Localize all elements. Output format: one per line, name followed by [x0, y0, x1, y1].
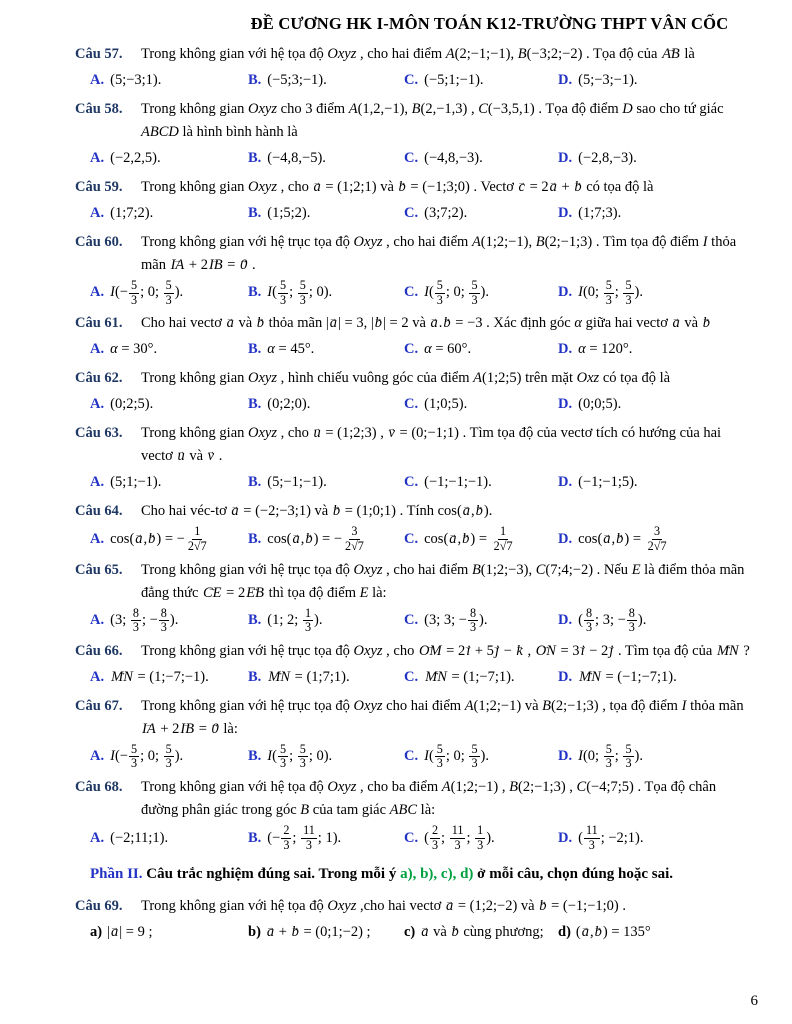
truefalse-items-row	[90, 920, 754, 945]
option-text: (−4,8,−5).	[267, 150, 326, 166]
option-letter: C.	[404, 341, 419, 358]
option-c	[404, 68, 558, 93]
option-d	[558, 68, 754, 93]
option-text: (5;−3;−1).	[578, 72, 638, 88]
item-text: (a →,b →) = 135°	[576, 924, 651, 940]
option-text: I( $\frac{5}{3}$ ; 0; $\frac{5}{3}$ ).	[424, 741, 490, 771]
part2-text-suffix: ở mỗi câu, chọn đúng hoặc sai.	[473, 866, 673, 883]
option-text: (5;−3;1).	[110, 72, 162, 88]
option-a	[90, 525, 248, 553]
option-a	[90, 68, 248, 93]
question-statement: Cho hai vectơ a → và b → thỏa mãn |a →| = 3, |b →| = 2 và a →.b → = −3 . Xác định góc α giữa hai vectơ a → và b →	[141, 312, 754, 335]
option-text: (1;7;3).	[578, 205, 622, 221]
question-statement: Trong không gian Oxyz cho 3 điểm A(1,2,−1), B(2,−1,3) , C(−3,5,1) . Tọa độ điểm D sao cho tứ giác ABCD là hình bình hành là	[141, 101, 724, 140]
option-letter: D.	[558, 284, 573, 301]
question-label: Câu 62.	[75, 370, 123, 387]
option-text: (1; 2; $\frac{1}{3}$ ).	[267, 605, 323, 635]
option-letter: C.	[404, 612, 419, 629]
part2-label: Phần II.	[90, 866, 143, 883]
options-row	[90, 665, 754, 690]
page-title: ĐỀ CƯƠNG HK I-MÔN TOÁN K12-TRƯỜNG THPT VÂN CỐC	[250, 14, 729, 33]
option-d	[558, 607, 754, 635]
question-label: Câu 60.	[75, 234, 123, 250]
option-text: α = 30°.	[110, 341, 158, 358]
question-label: Câu 66.	[75, 642, 123, 659]
question-statement: Trong không gian Oxyz , cho a → = (1;2;1) và b → = (−1;3;0) . Vectơ c → = 2a → + b → có tọa độ là	[141, 176, 754, 199]
options-row	[90, 68, 754, 93]
option-b	[248, 743, 404, 771]
question-label: Câu 64.	[75, 503, 123, 520]
option-c	[404, 824, 558, 852]
question-label: Câu 67.	[75, 697, 123, 714]
option-letter: D.	[558, 530, 573, 547]
question-62	[75, 367, 754, 417]
option-letter: A.	[90, 284, 105, 301]
option-text: (3; 3; − $\frac{8}{3}$ ).	[424, 605, 488, 635]
option-text: I(0; $\frac{5}{3}$ ; $\frac{5}{3}$ ).	[578, 741, 643, 771]
question-statement: Trong không gian với hệ trục tọa độ Oxyz , cho hai điểm B(1;2;−3), C(7;4;−2) . Nếu E là điểm thỏa mãn đẳng thức CE → = 2EB → thì tọa độ điểm E là:	[141, 559, 754, 605]
option-d	[558, 470, 754, 495]
option-letter: A.	[90, 829, 105, 846]
question-label: Câu 57.	[75, 46, 123, 62]
option-text: (−5;3;−1).	[267, 72, 327, 88]
option-letter: C.	[404, 72, 419, 88]
option-text: I( $\frac{5}{3}$ ; $\frac{5}{3}$ ; 0).	[267, 741, 333, 771]
question-65	[75, 559, 754, 635]
option-b	[248, 68, 404, 93]
option-c	[404, 279, 558, 307]
question-statement: Trong không gian với hệ trục tọa độ Oxyz cho hai điểm A(1;2;−1) và B(2;−1;3) , tọa độ điểm I thỏa mãn IA → + 2IB → = 0 → là:	[141, 695, 754, 741]
item-d	[558, 920, 754, 945]
option-letter: A.	[90, 474, 105, 491]
option-text: cos(a →,b →) = $\frac{3}{2√7}$	[578, 531, 669, 547]
option-text: (−4,8,−3).	[424, 150, 483, 166]
question-statement: Trong không gian với hệ trục tọa độ Oxyz , cho hai điểm A(1;2;−1), B(2;−1;3) . Tìm tọa độ điểm I thỏa mãn IA → + 2IB → = 0 → .	[141, 231, 754, 277]
option-b	[248, 392, 404, 417]
option-a	[90, 665, 248, 690]
option-letter: D.	[558, 72, 573, 88]
option-text: (5;1;−1).	[110, 474, 162, 491]
question-57	[75, 43, 754, 93]
option-a	[90, 201, 248, 226]
option-text: cos(a →,b →) = $\frac{1}{2√7}$	[424, 531, 515, 547]
option-b	[248, 146, 404, 171]
options-row	[90, 279, 754, 307]
option-letter: D.	[558, 668, 573, 685]
option-letter: B.	[248, 72, 262, 88]
question-59	[75, 176, 754, 226]
item-b	[248, 920, 404, 945]
question-statement: Trong không gian với hệ tọa độ Oxyz , cho ba điểm A(1;2;−1) , B(2;−1;3) , C(−4;7;5) . Tọa độ chân đường phân giác trong góc B của tam giác ABC là:	[141, 779, 717, 819]
question-69	[75, 895, 754, 945]
option-text: (−2,2,5).	[110, 150, 161, 166]
option-a	[90, 743, 248, 771]
question-67	[75, 695, 754, 771]
item-letter: b)	[248, 924, 261, 941]
option-letter: A.	[90, 396, 105, 413]
option-text: (−2,8,−3).	[578, 150, 637, 166]
option-d	[558, 146, 754, 171]
option-letter: D.	[558, 341, 573, 358]
option-letter: B.	[248, 748, 262, 765]
option-d	[558, 337, 754, 362]
options-row	[90, 337, 754, 362]
option-letter: A.	[90, 341, 105, 358]
option-a	[90, 146, 248, 171]
part2-text: Câu trắc nghiệm đúng sai. Trong mỗi ý	[142, 866, 401, 883]
options-row	[90, 607, 754, 635]
option-text: (0;2;0).	[267, 396, 311, 413]
option-d	[558, 665, 754, 690]
option-text: α = 60°.	[424, 341, 472, 358]
option-letter: D.	[558, 748, 573, 765]
question-58	[75, 98, 754, 171]
option-text: α = 120°.	[578, 341, 633, 358]
question-statement: Trong không gian với hệ tọa độ Oxyz ,cho hai vectơ a → = (1;2;−2) và b → = (−1;−1;0) .	[141, 895, 754, 918]
option-letter: A.	[90, 748, 105, 765]
options-row	[90, 743, 754, 771]
option-letter: A.	[90, 72, 105, 88]
option-b	[248, 337, 404, 362]
question-61	[75, 312, 754, 362]
option-d	[558, 279, 754, 307]
option-text: cos(a →,b →) = − $\frac{3}{2√7}$	[267, 531, 367, 547]
item-a	[90, 920, 248, 945]
option-letter: B.	[248, 396, 262, 413]
option-text: ( $\frac{8}{3}$ ; 3; − $\frac{8}{3}$ ).	[578, 605, 647, 635]
option-letter: B.	[248, 474, 262, 491]
option-c	[404, 201, 558, 226]
option-text: (−2;11;1).	[110, 829, 169, 846]
option-letter: A.	[90, 612, 105, 629]
question-label: Câu 65.	[75, 561, 123, 578]
option-b	[248, 607, 404, 635]
question-statement: Trong không gian với hệ trục tọa độ Oxyz , cho OM → = 2i → + 5j → − k → , ON → = 3i → − 2j → . Tìm tọa độ của MN → ?	[141, 640, 754, 663]
option-letter: A.	[90, 205, 105, 221]
option-letter: A.	[90, 150, 105, 166]
option-d	[558, 201, 754, 226]
option-text: I(− $\frac{5}{3}$ ; 0; $\frac{5}{3}$ ).	[110, 278, 184, 307]
option-text: MN → = (1;−7;−1).	[110, 669, 209, 685]
question-statement: Trong không gian với hệ tọa độ Oxyz , cho hai điểm A(2;−1;−1), B(−3;2;−2) . Tọa độ của AB → là	[141, 43, 754, 66]
option-c	[404, 337, 558, 362]
option-text: I( $\frac{5}{3}$ ; 0; $\frac{5}{3}$ ).	[424, 278, 490, 307]
item-letter: a)	[90, 924, 103, 941]
page-number: 6	[750, 993, 758, 1009]
option-letter: C.	[404, 530, 419, 547]
option-b	[248, 201, 404, 226]
option-letter: B.	[248, 150, 262, 166]
option-letter: C.	[404, 829, 419, 846]
question-60	[75, 231, 754, 307]
option-letter: B.	[248, 205, 262, 221]
option-d	[558, 743, 754, 771]
option-text: (0;2;5).	[110, 396, 154, 413]
option-letter: D.	[558, 612, 573, 629]
option-text: cos(a →,b →) = − $\frac{1}{2√7}$	[110, 531, 210, 547]
option-text: MN → = (1;7;1).	[267, 669, 349, 685]
option-text: (1;5;2).	[267, 205, 311, 221]
option-b	[248, 470, 404, 495]
question-label: Câu 63.	[75, 425, 123, 442]
item-text: a → và b → cùng phương;	[420, 924, 543, 940]
option-d	[558, 525, 754, 553]
option-letter: B.	[248, 668, 262, 685]
option-c	[404, 392, 558, 417]
option-text: (5;−1;−1).	[267, 474, 327, 491]
question-statement: Cho hai véc-tơ a → = (−2;−3;1) và b → = (1;0;1) . Tính cos(a →,b →).	[141, 500, 754, 523]
question-label: Câu 59.	[75, 179, 123, 195]
option-letter: C.	[404, 205, 419, 221]
option-text: (−1;−1;−1).	[424, 474, 492, 491]
question-label: Câu 58.	[75, 101, 123, 117]
option-text: MN → = (−1;−7;1).	[578, 669, 677, 685]
part2-item-letters: a), b), c), d)	[400, 866, 474, 883]
option-letter: C.	[404, 668, 419, 685]
option-text: (0;0;5).	[578, 396, 622, 413]
option-c	[404, 525, 558, 553]
option-text: (−5;1;−1).	[424, 72, 484, 88]
option-text: (−1;−1;5).	[578, 474, 638, 491]
question-label: Câu 68.	[75, 779, 123, 796]
option-text: ( $\frac{11}{3}$ ; −2;1).	[578, 823, 644, 852]
option-letter: C.	[404, 474, 419, 491]
option-text: I( $\frac{5}{3}$ ; $\frac{5}{3}$ ; 0).	[267, 278, 333, 307]
option-text: ( $\frac{2}{3}$ ; $\frac{11}{3}$ ; $\frac{1}{3}$ ).	[424, 823, 495, 852]
option-text: (− $\frac{2}{3}$ ; $\frac{11}{3}$ ; 1).	[267, 823, 342, 852]
item-c	[404, 920, 558, 945]
option-text: (1;0;5).	[424, 396, 468, 413]
option-text: (3; $\frac{8}{3}$ ; − $\frac{8}{3}$ ).	[110, 605, 179, 635]
question-63	[75, 422, 754, 495]
option-c	[404, 470, 558, 495]
question-66	[75, 640, 754, 690]
option-letter: B.	[248, 829, 262, 846]
option-letter: A.	[90, 668, 105, 685]
option-letter: B.	[248, 341, 262, 358]
question-64	[75, 500, 754, 553]
option-letter: C.	[404, 748, 419, 765]
question-label: Câu 61.	[75, 315, 123, 332]
option-c	[404, 665, 558, 690]
item-letter: c)	[404, 924, 416, 941]
option-text: I(− $\frac{5}{3}$ ; 0; $\frac{5}{3}$ ).	[110, 741, 184, 771]
option-b	[248, 665, 404, 690]
item-text: a → + b → = (0;1;−2) ;	[266, 924, 371, 940]
option-b	[248, 824, 404, 852]
options-row	[90, 146, 754, 171]
option-letter: B.	[248, 284, 262, 301]
options-row	[90, 392, 754, 417]
options-row	[90, 470, 754, 495]
option-letter: D.	[558, 396, 573, 413]
question-statement: Trong không gian Oxyz , hình chiếu vuông góc của điểm A(1;2;5) trên mặt Oxz có tọa độ là	[141, 370, 671, 387]
option-c	[404, 607, 558, 635]
option-letter: C.	[404, 396, 419, 413]
option-d	[558, 824, 754, 852]
option-letter: C.	[404, 284, 419, 301]
option-text: α = 45°.	[267, 341, 315, 358]
option-letter: B.	[248, 612, 262, 629]
option-text: I(0; $\frac{5}{3}$ ; $\frac{5}{3}$ ).	[578, 278, 643, 307]
option-c	[404, 743, 558, 771]
options-row	[90, 824, 754, 852]
options-row	[90, 201, 754, 226]
question-68	[75, 776, 754, 852]
option-a	[90, 279, 248, 307]
option-c	[404, 146, 558, 171]
option-b	[248, 525, 404, 553]
option-a	[90, 826, 248, 851]
option-letter: C.	[404, 150, 419, 166]
option-text: (3;7;2).	[424, 205, 468, 221]
option-text: MN → = (1;−7;1).	[424, 669, 514, 685]
option-letter: D.	[558, 474, 573, 491]
option-letter: B.	[248, 530, 262, 547]
option-b	[248, 279, 404, 307]
part2-heading	[90, 866, 754, 883]
option-letter: A.	[90, 530, 105, 547]
option-text: (1;7;2).	[110, 205, 154, 221]
option-letter: D.	[558, 150, 573, 166]
item-text: |a →| = 9 ;	[107, 924, 152, 940]
option-d	[558, 392, 754, 417]
item-letter: d)	[558, 924, 571, 941]
option-letter: D.	[558, 829, 573, 846]
options-row	[90, 525, 754, 553]
option-a	[90, 607, 248, 635]
option-letter: D.	[558, 205, 573, 221]
option-a	[90, 470, 248, 495]
question-statement: Trong không gian Oxyz , cho u → = (1;2;3) , v → = (0;−1;1) . Tìm tọa độ của vectơ tích có hướng của hai vectơ u → và v → .	[141, 422, 754, 468]
question-label: Câu 69.	[75, 898, 123, 915]
option-a	[90, 337, 248, 362]
option-a	[90, 392, 248, 417]
